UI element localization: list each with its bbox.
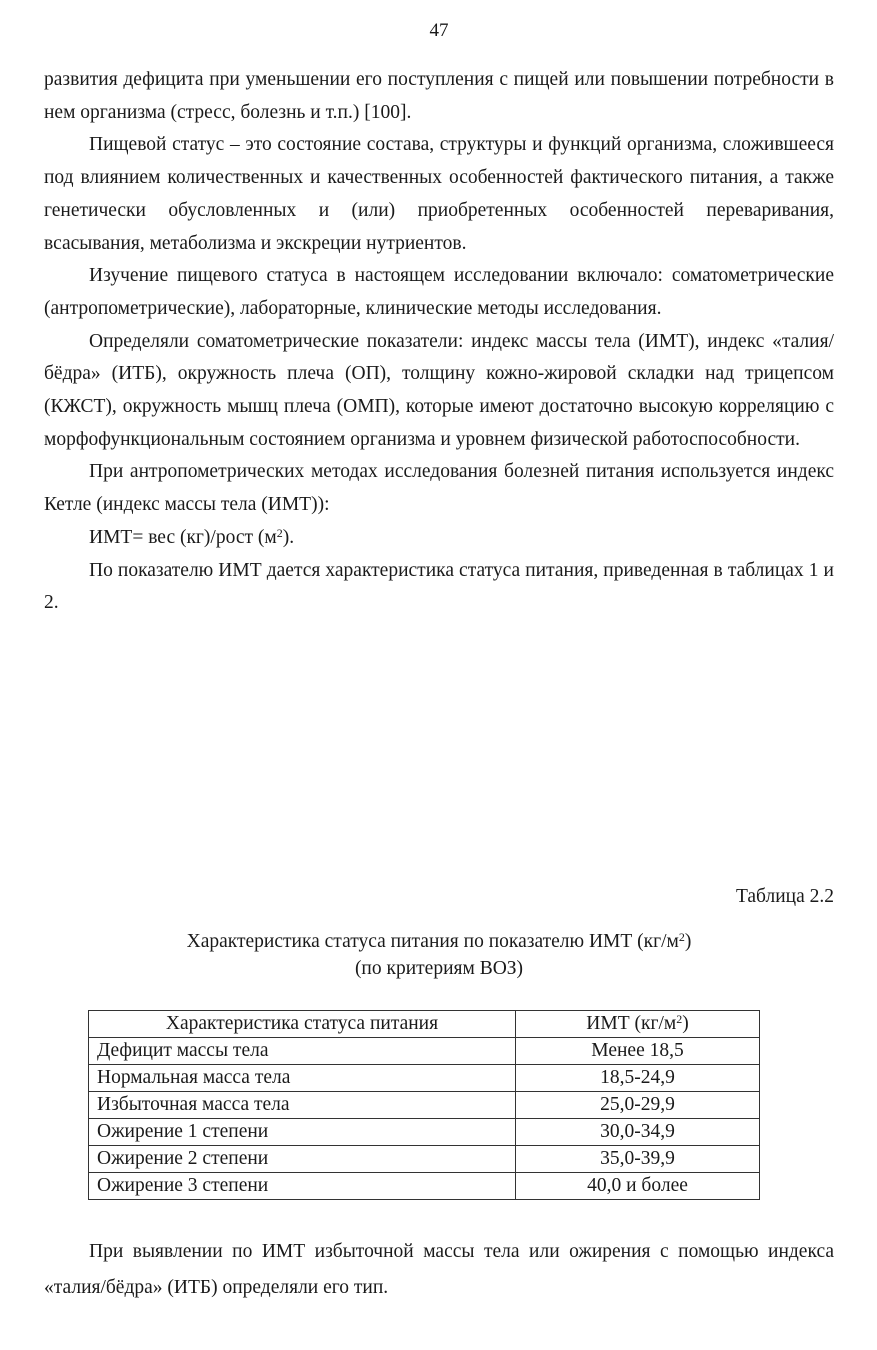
bmi-table [88,1010,760,1200]
bmi-cell: 18,5-24,9 [516,1065,760,1092]
closing-text [44,1234,834,1306]
table-row [89,1065,760,1092]
paragraph-continuation: развития дефицита при уменьшении его поступления с пищей или повышении потребности в нем организма (стресс, болезнь и т.п.) [100]. [44,69,834,123]
bmi-formula [44,522,834,555]
paragraph-bmi-characteristic: По показателю ИМТ дается характеристика статуса питания, приведенная в таблицах 1 и 2. [44,559,834,614]
paragraph-study-methods: Изучение пищевого статуса в настоящем исследовании включало: соматометрические (антропометрические), лабораторные, клинические методы исследования. [44,265,834,319]
bmi-formula-tail: ). [282,526,295,548]
status-cell: Избыточная масса тела [89,1092,516,1119]
paragraph-nutritional-status-definition: Пищевой статус – это состояние состава, структуры и функций организма, сложившееся под влиянием количественных и качественных особенностей фактического питания, а также генетически обусловленных и (или) приобретенных особенностей переваривания, всасывания, метаболизма и экскреции нутриентов. [44,134,834,254]
status-cell: Дефицит массы тела [89,1038,516,1065]
table-row [89,1146,760,1173]
status-cell: Нормальная масса тела [89,1065,516,1092]
header-status: Характеристика статуса питания [89,1011,516,1038]
paragraph-somatometric-indicators: Определяли соматометрические показатели: индекс массы тела (ИМТ), индекс «талия/бёдра» (ИТБ), окружность плеча (ОП), толщину кожно-жировой складки над трицепсом (КЖСТ), окружность мышц плеча (ОМП), которые имеют достаточно высокую корреляцию с морфофункциональным состоянием организма и уровнем физической работоспособности. [44,330,834,450]
header-bmi-close: ) [682,1013,689,1034]
bmi-cell: 40,0 и более [516,1173,760,1200]
body-text [44,64,834,620]
status-cell: Ожирение 1 степени [89,1119,516,1146]
header-bmi-text: ИМТ (кг/м [586,1013,677,1034]
bmi-cell: Менее 18,5 [516,1038,760,1065]
table-title-line2: (по критериям ВОЗ) [354,958,524,979]
table-row [89,1119,760,1146]
bmi-cell: 35,0-39,9 [516,1146,760,1173]
table-row [89,1092,760,1119]
table-title-exponent: 2 [678,930,685,944]
header-bmi [516,1011,760,1038]
status-cell: Ожирение 3 степени [89,1173,516,1200]
paragraph-quetelet-index: При антропометрических методах исследования болезней питания используется индекс Кетле (индекс массы тела (ИМТ)): [44,461,834,516]
table-row [89,1173,760,1200]
page-number: 47 [429,20,449,41]
table-header-row [89,1011,760,1038]
table-title-line1 [44,928,834,955]
bmi-cell: 30,0-34,9 [516,1119,760,1146]
bmi-formula-exponent: 2 [276,525,283,540]
table-title-text: Характеристика статуса питания по показателю ИМТ (кг/м [186,931,679,952]
table-row [89,1038,760,1065]
bmi-cell: 25,0-29,9 [516,1092,760,1119]
header-bmi-exponent: 2 [676,1012,683,1026]
table-title-close: ) [684,931,692,952]
table-title [44,928,834,982]
status-cell: Ожирение 2 степени [89,1146,516,1173]
table-label: Таблица 2.2 [735,886,834,907]
bmi-formula-text: ИМТ= вес (кг)/рост (м [89,526,277,548]
paragraph-waist-hip-index: При выявлении по ИМТ избыточной массы тела или ожирения с помощью индекса «талия/бёдра» (ИТБ) определяли его тип. [44,1241,834,1298]
